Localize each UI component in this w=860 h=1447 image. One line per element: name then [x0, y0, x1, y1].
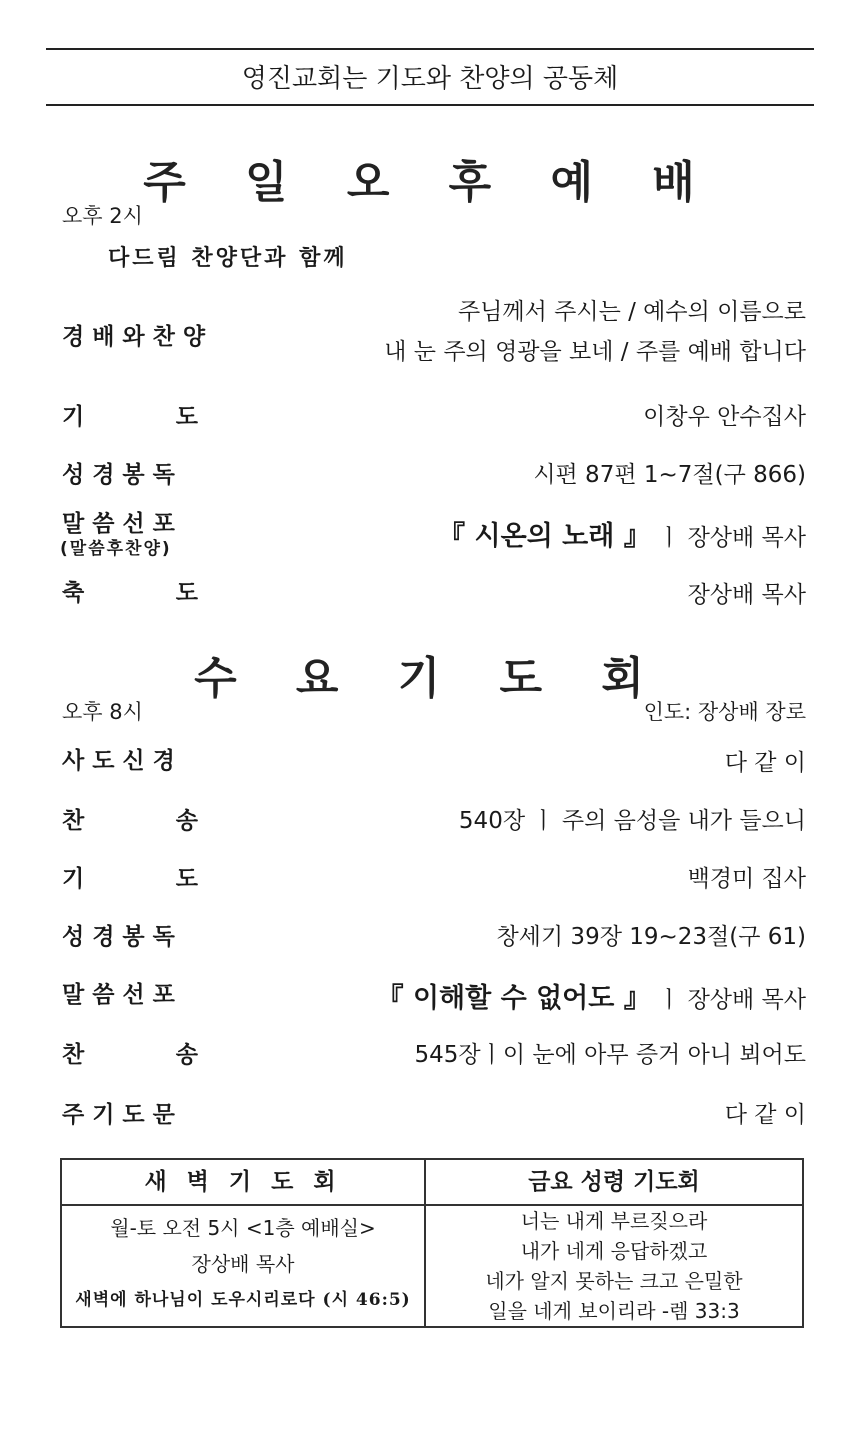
order-value-hymn-1: 540장 ㅣ 주의 음성을 내가 들으니: [458, 808, 806, 834]
order-value-scripture: 시편 87편 1~7절(구 866): [533, 462, 806, 488]
order-label-benediction: [62, 574, 198, 607]
church-motto: 영진교회는 기도와 찬양의 공동체: [241, 64, 619, 94]
label-char: 송: [175, 1042, 198, 1068]
praise-song-line-1: 주님께서 주시는 / 예수의 이름으로: [457, 299, 806, 325]
order-value-hymn-2: 545장ㅣ이 눈에 아무 증거 아니 뵈어도: [414, 1042, 806, 1068]
sermon-title: 『 이해할 수 없어도 』: [376, 983, 651, 1014]
prayer-meetings-table: [60, 1158, 804, 1328]
order-value-creed: 다 같 이: [724, 750, 806, 776]
order-label-lords-prayer: 주기도문: [62, 1102, 183, 1128]
friday-prayer-heading: 금요 성령 기도회: [528, 1169, 700, 1195]
label-char: 송: [175, 808, 198, 834]
label-char: 축: [62, 580, 85, 606]
friday-prayer-verse: [426, 1206, 802, 1326]
sunday-service-title: 주 일 오 후 예 배: [143, 157, 717, 208]
label-char: 도: [175, 580, 198, 606]
praise-song-line-2: 내 눈 주의 영광을 보네 / 주를 예배 합니다: [384, 339, 806, 365]
order-value-prayer: 이창우 안수집사: [643, 404, 806, 430]
order-label-sermon-2: 말씀선포: [62, 982, 183, 1008]
order-label-scripture-2: 성경봉독: [62, 924, 183, 950]
order-label-hymn-1: [62, 802, 198, 835]
verse-line: 너는 내게 부르짖으라: [520, 1209, 708, 1233]
dawn-prayer-time: 월-토 오전 5시 <1층 예배실>: [110, 1216, 376, 1240]
wednesday-service-title: 수 요 기 도 회: [194, 653, 666, 704]
order-value-sermon-2: [377, 976, 806, 1015]
verse-line: 일을 네게 보이리라 -렘 33:3: [488, 1299, 740, 1323]
order-label-prayer: [62, 398, 198, 431]
order-label-prayer-2: [62, 860, 198, 893]
label-char: 기: [62, 866, 85, 892]
sermon-title: 『 시온의 노래 』: [438, 521, 651, 552]
top-rule: [46, 48, 814, 50]
separator: ㅣ: [658, 987, 681, 1013]
order-value-prayer-2: 백경미 집사: [687, 866, 806, 892]
preacher: 장상배 목사: [687, 987, 806, 1013]
order-sublabel-sermon: (말씀후찬양): [60, 539, 172, 559]
label-char: 찬: [62, 808, 85, 834]
label-char: 찬: [62, 1042, 85, 1068]
wednesday-leader: 인도: 장상배 장로: [643, 700, 806, 724]
motto-rule: [46, 104, 814, 106]
order-value-benediction: 장상배 목사: [687, 582, 806, 608]
order-value-praise: [384, 292, 806, 372]
order-label-creed: 사도신경: [62, 748, 183, 774]
order-value-scripture-2: 창세기 39장 19~23절(구 61): [496, 924, 806, 950]
order-value-lords-prayer: 다 같 이: [724, 1102, 806, 1128]
order-label-sermon: 말씀선포: [62, 511, 183, 537]
separator: ㅣ: [658, 525, 681, 551]
wednesday-service-time: 오후 8시: [62, 700, 143, 724]
order-label-hymn-2: [62, 1036, 198, 1069]
order-label-scripture: 성경봉독: [62, 462, 183, 488]
sunday-service-time: 오후 2시: [62, 204, 143, 228]
dawn-prayer-leader: 장상배 목사: [191, 1252, 295, 1276]
sunday-worship-leader: 다드림 찬양단과 함께: [108, 246, 348, 271]
dawn-prayer-heading: 새 벽 기 도 회: [144, 1169, 342, 1195]
order-label-praise: 경배와찬양: [62, 324, 214, 350]
preacher: 장상배 목사: [687, 525, 806, 551]
verse-line: 내가 네게 응답하겠고: [520, 1239, 708, 1263]
order-value-sermon: [438, 514, 806, 553]
dawn-prayer-verse: 새벽에 하나님이 도우시리로다 (시 46:5): [75, 1290, 411, 1310]
dawn-prayer-details: [62, 1210, 424, 1318]
label-char: 기: [62, 404, 85, 430]
verse-line: 네가 알지 못하는 크고 은밀한: [485, 1269, 743, 1293]
label-char: 도: [175, 866, 198, 892]
label-char: 도: [175, 404, 198, 430]
